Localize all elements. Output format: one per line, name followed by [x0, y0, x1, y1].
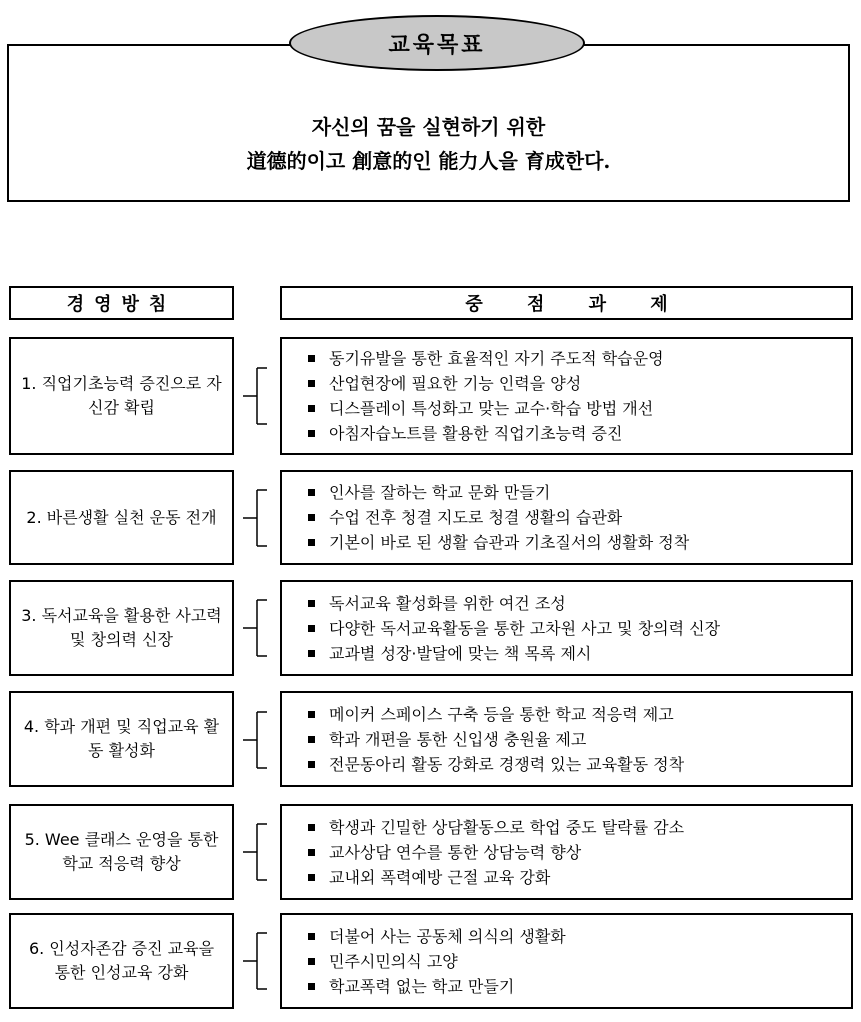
task-item	[308, 752, 851, 777]
task-text: 독서교육 활성화를 위한 여건 조성	[329, 593, 566, 613]
task-item	[308, 949, 851, 974]
tasks-box	[280, 580, 853, 676]
bracket-icon	[243, 488, 271, 548]
square-bullet-icon	[308, 824, 315, 831]
task-item	[308, 641, 851, 666]
task-text: 동기유발을 통한 효율적인 자기 주도적 학습운영	[329, 349, 664, 368]
policy-text: 1. 직업기초능력 증진으로 자신감 확립	[21, 374, 222, 417]
task-item	[308, 865, 851, 890]
task-text: 산업현장에 필요한 기능 인력을 양성	[329, 374, 582, 393]
policy-header: 경영방침	[9, 286, 234, 320]
square-bullet-icon	[308, 380, 315, 387]
square-bullet-icon	[308, 489, 315, 496]
policy-text: 4. 학과 개편 및 직업교육 활동 활성화	[23, 717, 220, 760]
tasks-box	[280, 913, 853, 1009]
tasks-box	[280, 691, 853, 787]
bracket-icon	[243, 822, 271, 882]
goal-line-2: 道德的이고 創意的인 能力人을 育成한다.	[246, 149, 611, 173]
policy-text: 5. Wee 클래스 운영을 통한 학교 적응력 향상	[24, 830, 219, 873]
task-text: 학교폭력 없는 학교 만들기	[329, 976, 515, 996]
task-text: 수업 전후 청결 지도로 청결 생활의 습관화	[329, 508, 623, 527]
goal-title: 교육목표	[289, 15, 585, 71]
task-item	[308, 396, 851, 421]
square-bullet-icon	[308, 539, 315, 546]
policy-box	[9, 580, 234, 676]
square-bullet-icon	[308, 736, 315, 743]
bracket-icon	[243, 598, 271, 658]
square-bullet-icon	[308, 874, 315, 881]
task-item	[308, 530, 851, 555]
policy-text: 6. 인성자존감 증진 교육을 통한 인성교육 강화	[28, 939, 215, 982]
bracket-icon	[243, 931, 271, 991]
goal-line-1: 자신의 꿈을 실현하기 위한	[311, 115, 546, 139]
tasks-header: 중 점 과 제	[280, 286, 853, 320]
bracket-icon	[243, 710, 271, 770]
square-bullet-icon	[308, 650, 315, 657]
task-item	[308, 591, 851, 616]
square-bullet-icon	[308, 600, 315, 607]
task-item	[308, 346, 851, 371]
task-text: 아침자습노트를 활용한 직업기초능력 증진	[329, 424, 623, 443]
square-bullet-icon	[308, 430, 315, 437]
task-text: 디스플레이 특성화고 맞는 교수·학습 방법 개선	[329, 399, 654, 418]
task-text: 학생과 긴밀한 상담활동으로 학업 중도 탈락률 감소	[329, 817, 685, 837]
policy-box	[9, 470, 234, 565]
task-item	[308, 421, 851, 446]
task-text: 인사를 잘하는 학교 문화 만들기	[329, 483, 551, 502]
square-bullet-icon	[308, 711, 315, 718]
task-text: 다양한 독서교육활동을 통한 고차원 사고 및 창의력 신장	[329, 618, 721, 638]
task-item	[308, 505, 851, 530]
task-item	[308, 815, 851, 840]
task-text: 전문동아리 활동 강화로 경쟁력 있는 교육활동 정착	[329, 754, 685, 774]
bracket-icon	[243, 366, 271, 426]
task-text: 교사상담 연수를 통한 상담능력 향상	[329, 842, 582, 862]
task-item	[308, 727, 851, 752]
tasks-box	[280, 337, 853, 455]
task-text: 메이커 스페이스 구축 등을 통한 학교 적응력 제고	[329, 704, 674, 724]
task-item	[308, 840, 851, 865]
task-text: 교과별 성장·발달에 맞는 책 목록 제시	[329, 643, 592, 663]
policy-box	[9, 691, 234, 787]
square-bullet-icon	[308, 355, 315, 362]
task-text: 더불어 사는 공동체 의식의 생활화	[329, 926, 566, 946]
task-text: 학과 개편을 통한 신입생 충원율 제고	[329, 729, 587, 749]
policy-box	[9, 913, 234, 1009]
square-bullet-icon	[308, 625, 315, 632]
task-item	[308, 371, 851, 396]
task-item	[308, 616, 851, 641]
task-item	[308, 924, 851, 949]
tasks-box	[280, 804, 853, 900]
task-text: 교내외 폭력예방 근절 교육 강화	[329, 867, 551, 887]
square-bullet-icon	[308, 983, 315, 990]
square-bullet-icon	[308, 761, 315, 768]
square-bullet-icon	[308, 849, 315, 856]
policy-text: 3. 독서교육을 활용한 사고력 및 창의력 신장	[21, 606, 222, 649]
square-bullet-icon	[308, 933, 315, 940]
square-bullet-icon	[308, 958, 315, 965]
task-item	[308, 974, 851, 999]
task-text: 기본이 바로 된 생활 습관과 기초질서의 생활화 정착	[329, 533, 690, 552]
policy-box	[9, 804, 234, 900]
task-text: 민주시민의식 고양	[329, 951, 458, 971]
square-bullet-icon	[308, 514, 315, 521]
policy-text: 2. 바른생활 실천 운동 전개	[26, 507, 217, 527]
task-item	[308, 702, 851, 727]
policy-box	[9, 337, 234, 455]
tasks-box	[280, 470, 853, 565]
square-bullet-icon	[308, 405, 315, 412]
task-item	[308, 480, 851, 505]
goal-statement	[9, 110, 848, 178]
